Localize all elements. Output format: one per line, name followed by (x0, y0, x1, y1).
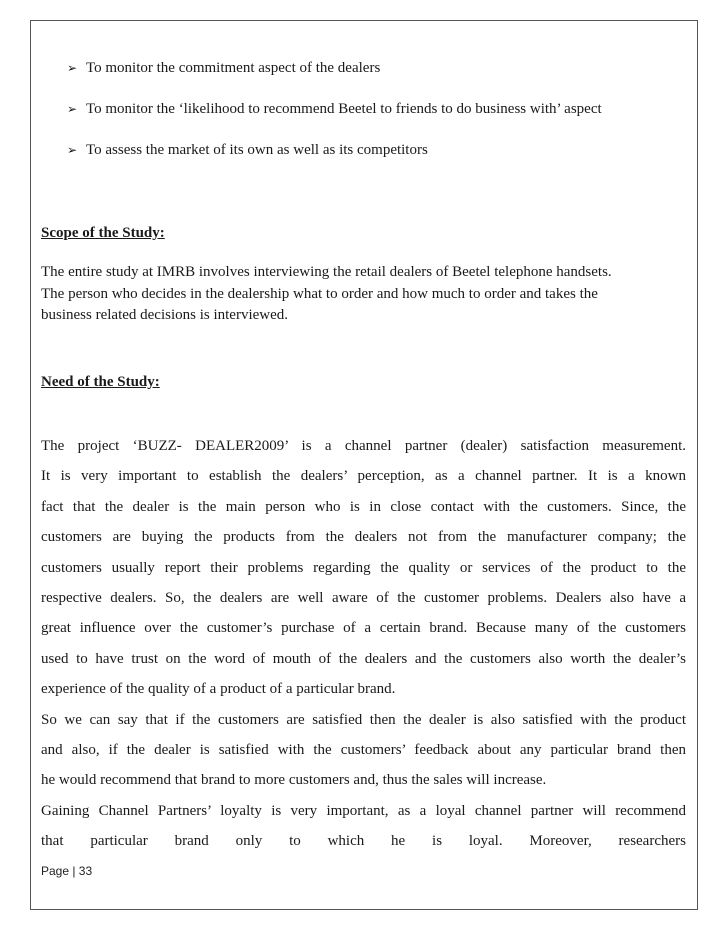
scope-heading: Scope of the Study: (41, 225, 165, 241)
need-line: used to have trust on the word of mouth of the dealers and the customers also worth the dealer’s (41, 650, 686, 667)
objectives-list (66, 58, 686, 181)
list-item (66, 58, 686, 78)
need-line: experience of the quality of a product of a particular brand. (41, 681, 396, 698)
bullet-text: To monitor the commitment aspect of the dealers (86, 60, 381, 76)
need-paragraph (41, 431, 686, 857)
arrow-bullet-icon: ➢ (66, 143, 78, 157)
need-line: respective dealers. So, the dealers are well aware of the customer problems. Dealers also have a (41, 590, 686, 607)
scope-paragraph (41, 262, 686, 327)
need-line: Gaining Channel Partners’ loyalty is very important, as a loyal channel partner will recommend (41, 802, 686, 819)
need-line: The project ‘BUZZ- DEALER2009’ is a channel partner (dealer) satisfaction measurement. (41, 438, 686, 454)
need-line: It is very important to establish the dealers’ perception, as a channel partner. It is a known (41, 468, 686, 485)
bullet-text: To monitor the ‘likelihood to recommend Beetel to friends to do business with’ aspect (86, 101, 602, 117)
scope-line: The person who decides in the dealership what to order and how much to order and takes the (41, 285, 598, 302)
page-number-footer: Page | 33 (41, 864, 93, 878)
scope-line: The entire study at IMRB involves interviewing the retail dealers of Beetel telephone handsets. (41, 264, 612, 280)
need-line: and also, if the dealer is satisfied with the customers’ feedback about any particular brand then (41, 742, 686, 759)
need-heading: Need of the Study: (41, 374, 160, 390)
list-item (66, 99, 686, 119)
bullet-text: To assess the market of its own as well as its competitors (86, 142, 428, 158)
need-line: customers usually report their problems regarding the quality or services of the product to the (41, 559, 686, 576)
need-line: fact that the dealer is the main person who is in close contact with the customers. Since, the (41, 498, 686, 515)
need-line: So we can say that if the customers are satisfied then the dealer is also satisfied with the product (41, 711, 686, 728)
list-item (66, 140, 686, 160)
scope-line: business related decisions is interviewed. (41, 307, 289, 323)
need-line: customers are buying the products from the dealers not from the manufacturer company; the (41, 529, 686, 546)
need-line: great influence over the customer’s purchase of a certain brand. Because many of the customers (41, 620, 686, 637)
need-line: he would recommend that brand to more customers and, thus the sales will increase. (41, 772, 547, 789)
arrow-bullet-icon: ➢ (66, 102, 78, 116)
arrow-bullet-icon: ➢ (66, 61, 78, 75)
need-line: that particular brand only to which he is loyal. Moreover, researchers (41, 833, 686, 850)
